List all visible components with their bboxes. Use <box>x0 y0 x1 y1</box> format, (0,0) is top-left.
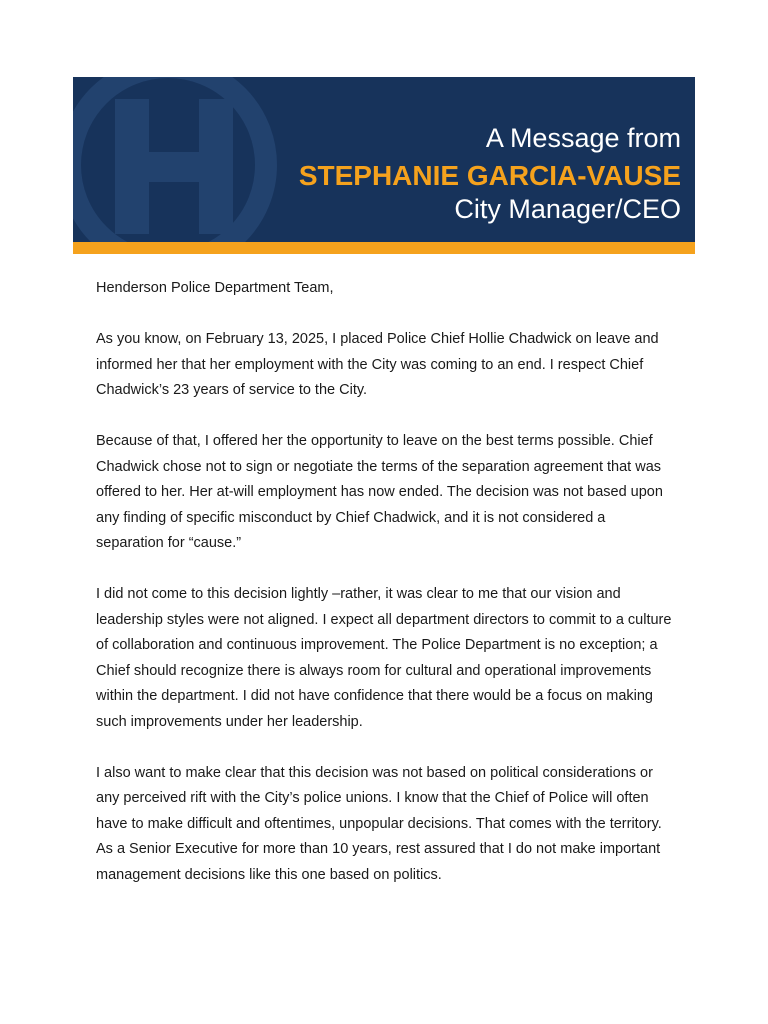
banner-author-name: STEPHANIE GARCIA-VAUSE <box>298 160 681 191</box>
letter-paragraph: As you know, on February 13, 2025, I placed Police Chief Hollie Chadwick on leave and informed her that her employment with the City was coming to an end. I respect Chief Chadwick’s 23 years of service to the City. <box>96 331 659 398</box>
banner-heading: A Message from <box>485 123 681 153</box>
letter-paragraph: Because of that, I offered her the opportunity to leave on the best terms possible. Chief Chadwick chose not to sign or negotiate the terms of the separation agreement that was offered to her. Her at-will employment has now ended. The decision was not based upon any finding of specific misconduct by Chief Chadwick, and it is not considered a separation for “cause.” <box>96 433 663 551</box>
letter-body <box>96 276 676 914</box>
henderson-h-logo-icon <box>73 77 313 242</box>
letter-salutation: Henderson Police Department Team, <box>96 280 334 296</box>
banner-accent-stripe <box>73 242 695 254</box>
letter-paragraph: I also want to make clear that this decision was not based on political considerations or any perceived rift with the City’s police unions. I know that the Chief of Police will often have to make difficult and oftentimes, unpopular decisions. That comes with the territory. As a Senior Executive for more than 10 years, rest assured that I do not make important management decisions like this one based on politics. <box>96 764 662 883</box>
letter-paragraph: I did not come to this decision lightly –rather, it was clear to me that our vision and leadership styles were not aligned. I expect all department directors to commit to a culture of collaboration and continuous improvement. The Police Department is no exception; a Chief should recognize there is always room for cultural and operational improvements within the department. I did not have confidence that there would be a focus on making such improvements under her leadership. <box>96 586 672 730</box>
message-banner <box>73 77 695 254</box>
banner-author-title: City Manager/CEO <box>454 194 681 224</box>
